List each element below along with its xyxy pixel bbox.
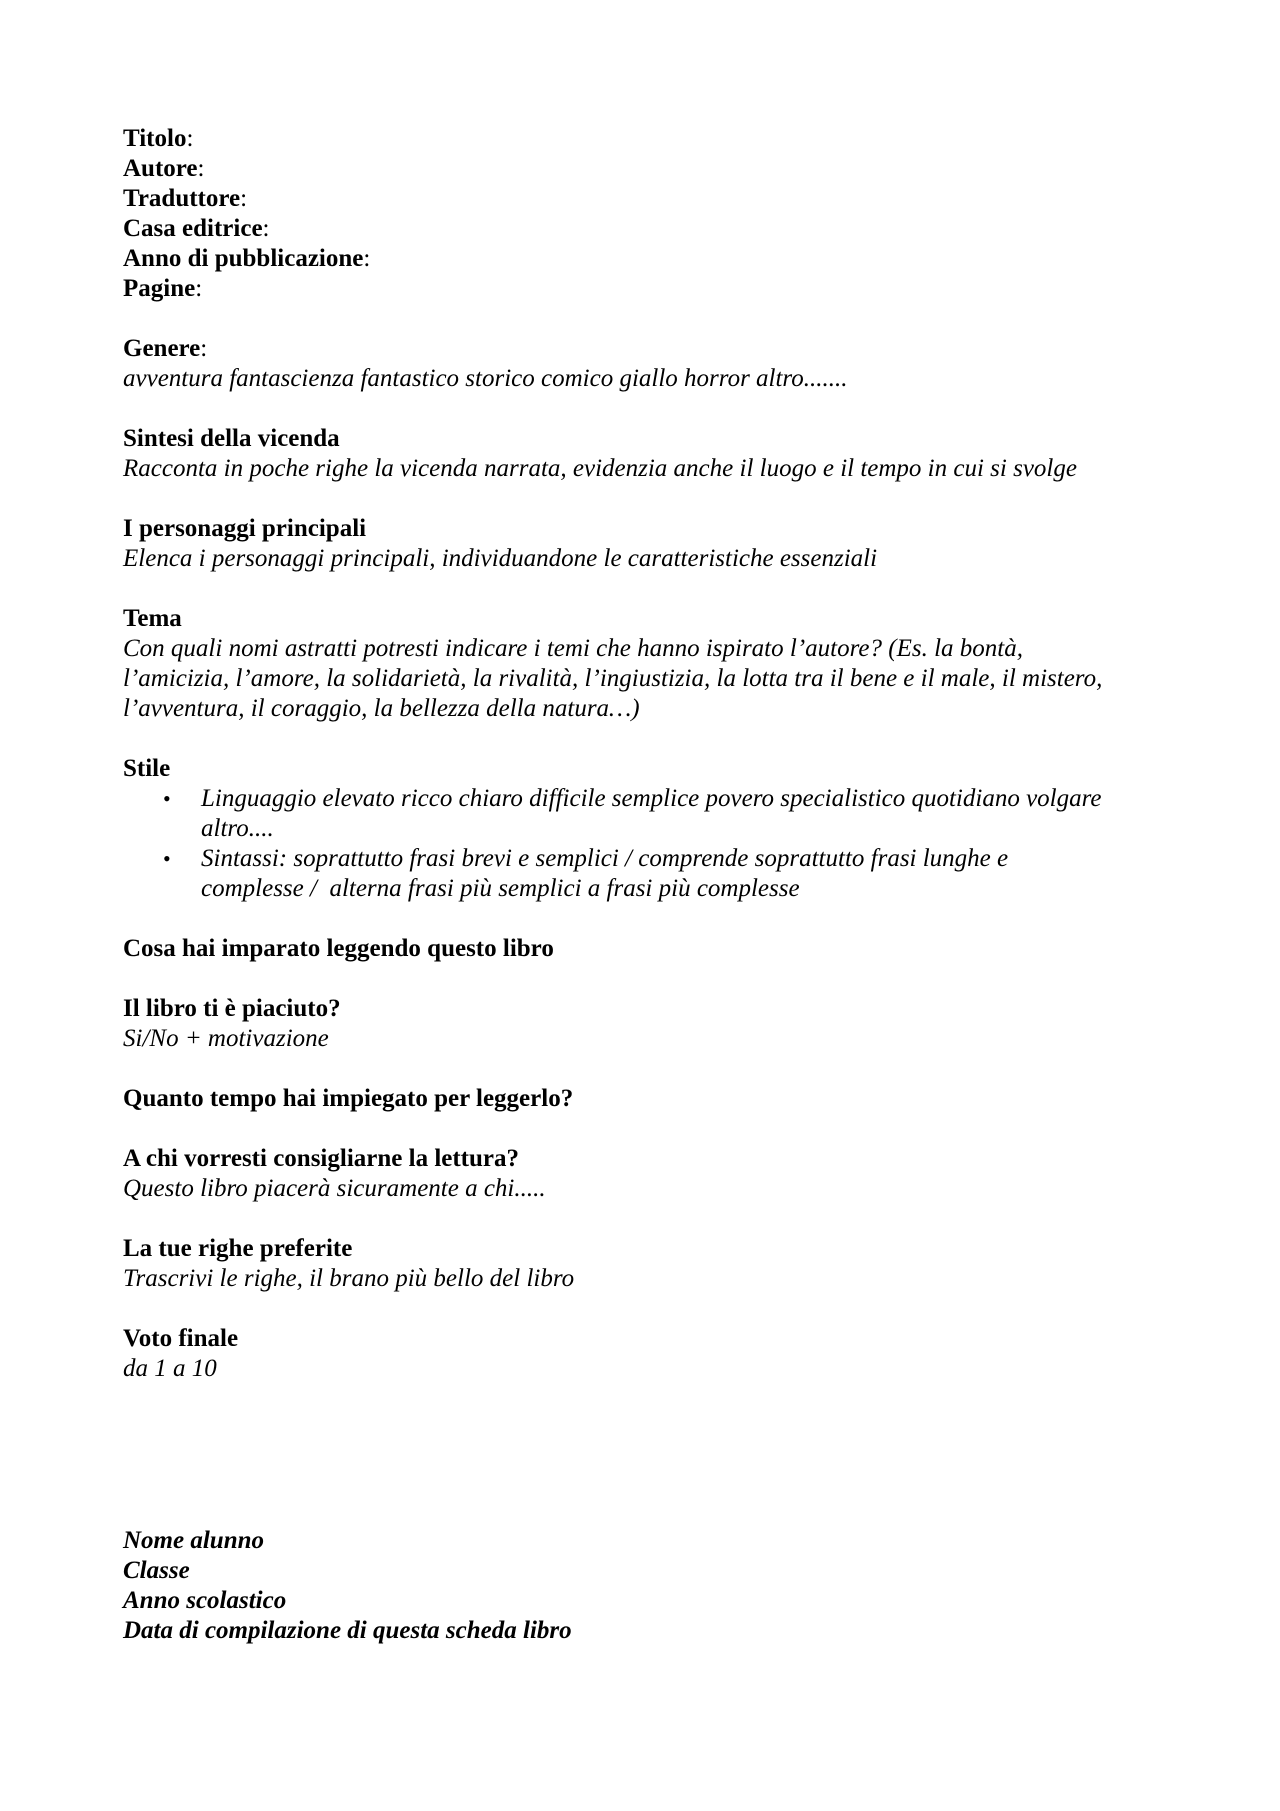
stile-list bbox=[123, 784, 1163, 904]
signature-data-compilazione: Data di compilazione di questa scheda libro bbox=[123, 1617, 572, 1644]
field-anno-pubblicazione: Anno di pubblicazione: bbox=[123, 245, 371, 272]
personaggi-title: I personaggi principali bbox=[123, 515, 367, 542]
section-righe bbox=[123, 1234, 1163, 1294]
voto-title: Voto finale bbox=[123, 1325, 239, 1352]
signature-anno-scolastico: Anno scolastico bbox=[123, 1587, 287, 1614]
bullet-icon: • bbox=[163, 846, 171, 871]
spacer bbox=[123, 1204, 1163, 1234]
tema-hint-line: l’amicizia, l’amore, la solidarietà, la rivalità, l’ingiustizia, la lotta tra il bene e il male, il mistero, bbox=[123, 665, 1103, 692]
document-content bbox=[123, 124, 1163, 1384]
stile-item-line: complesse / alterna frasi più semplici a frasi più complesse bbox=[201, 875, 800, 902]
voto-hint: da 1 a 10 bbox=[123, 1355, 217, 1382]
spacer bbox=[123, 1294, 1163, 1324]
stile-item-line: Linguaggio elevato ricco chiaro difficile semplice povero specialistico quotidiano volgare bbox=[201, 785, 1102, 812]
section-tempo bbox=[123, 1084, 1163, 1114]
piaciuto-title: Il libro ti è piaciuto? bbox=[123, 995, 341, 1022]
spacer bbox=[123, 724, 1163, 754]
genere-label: Genere: bbox=[123, 335, 208, 362]
section-sintesi bbox=[123, 424, 1163, 484]
section-personaggi bbox=[123, 514, 1163, 574]
piaciuto-hint: Si/No + motivazione bbox=[123, 1025, 329, 1052]
field-titolo: Titolo: bbox=[123, 125, 194, 152]
spacer bbox=[123, 304, 1163, 334]
stile-item-line: Sintassi: soprattutto frasi brevi e semplici / comprende soprattutto frasi lunghe e bbox=[201, 845, 1009, 872]
genere-hint: avventura fantascienza fantastico storico comico giallo horror altro....... bbox=[123, 365, 848, 392]
section-consiglio bbox=[123, 1144, 1163, 1204]
sintesi-title: Sintesi della vicenda bbox=[123, 425, 340, 452]
spacer bbox=[123, 574, 1163, 604]
stile-item-sintassi bbox=[163, 844, 1163, 904]
personaggi-hint: Elenca i personaggi principali, individuandone le caratteristiche essenziali bbox=[123, 545, 878, 572]
signature-nome-alunno: Nome alunno bbox=[123, 1527, 265, 1554]
spacer bbox=[123, 1054, 1163, 1084]
spacer bbox=[123, 964, 1163, 994]
righe-title: La tue righe preferite bbox=[123, 1235, 353, 1262]
righe-hint: Trascrivi le righe, il brano più bello del libro bbox=[123, 1265, 575, 1292]
field-autore: Autore: bbox=[123, 155, 205, 182]
field-casa-editrice: Casa editrice: bbox=[123, 215, 270, 242]
tema-title: Tema bbox=[123, 605, 182, 632]
tema-hint-line: Con quali nomi astratti potresti indicare i temi che hanno ispirato l’autore? (Es. la bontà, bbox=[123, 635, 1023, 662]
stile-item-linguaggio bbox=[163, 784, 1163, 844]
section-tema bbox=[123, 604, 1163, 724]
consiglio-hint: Questo libro piacerà sicuramente a chi..... bbox=[123, 1175, 546, 1202]
bullet-icon: • bbox=[163, 786, 171, 811]
header-fields bbox=[123, 124, 1163, 304]
sintesi-hint: Racconta in poche righe la vicenda narrata, evidenzia anche il luogo e il tempo in cui si svolge bbox=[123, 455, 1077, 482]
consiglio-title: A chi vorresti consigliarne la lettura? bbox=[123, 1145, 520, 1172]
spacer bbox=[123, 484, 1163, 514]
tema-hint-line: l’avventura, il coraggio, la bellezza della natura…) bbox=[123, 695, 640, 722]
tempo-title: Quanto tempo hai impiegato per leggerlo? bbox=[123, 1085, 574, 1112]
section-voto bbox=[123, 1324, 1163, 1384]
stile-title: Stile bbox=[123, 755, 171, 782]
spacer bbox=[123, 904, 1163, 934]
imparato-title: Cosa hai imparato leggendo questo libro bbox=[123, 935, 554, 962]
field-pagine: Pagine: bbox=[123, 275, 203, 302]
stile-item-line: altro.... bbox=[201, 815, 274, 842]
signature-block bbox=[123, 1526, 1163, 1646]
field-traduttore: Traduttore: bbox=[123, 185, 248, 212]
spacer bbox=[123, 394, 1163, 424]
section-imparato bbox=[123, 934, 1163, 964]
spacer bbox=[123, 1114, 1163, 1144]
section-genere bbox=[123, 334, 1163, 394]
section-piaciuto bbox=[123, 994, 1163, 1054]
signature-classe: Classe bbox=[123, 1557, 190, 1584]
section-stile bbox=[123, 754, 1163, 904]
